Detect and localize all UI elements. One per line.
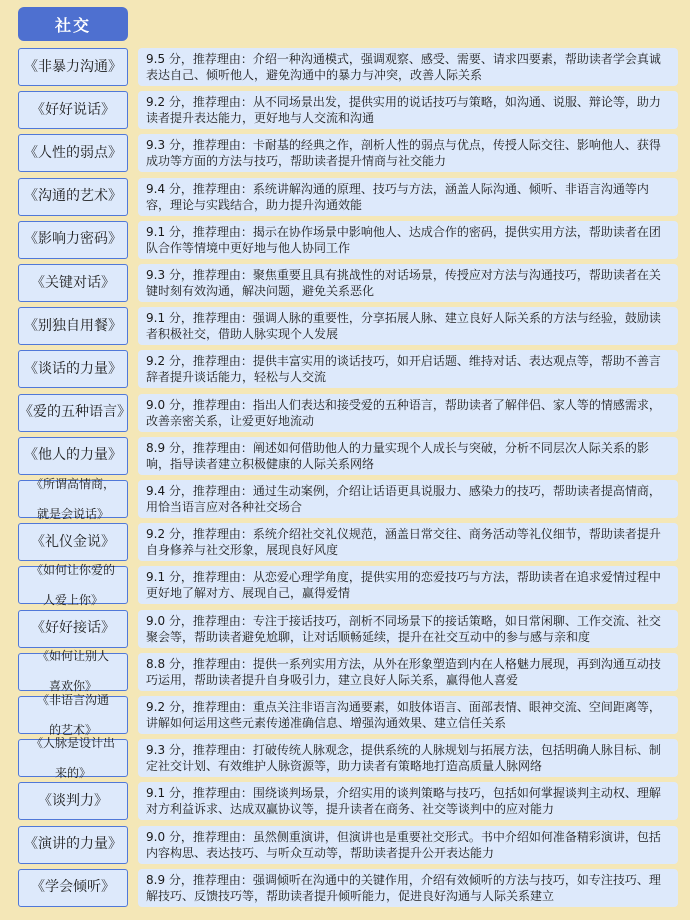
section-title: 社交 [54,15,91,35]
book-description: 9.3 分，推荐理由：聚焦重要且具有挑战性的对话场景，传授应对方法与沟通技巧，帮助读者在关键时刻有效沟通，解决问题，避免关系恶化 [138,264,678,302]
book-description: 9.4 分，推荐理由：系统讲解沟通的原理、技巧与方法，涵盖人际沟通、倾听、非语言沟通等内容，理论与实践结合，助力提升沟通效能 [138,178,678,216]
book-title: 《爱的五种语言》 [18,394,128,432]
book-title: 《演讲的力量》 [18,826,128,864]
book-title-line: 《如何让别人 [36,649,109,664]
book-title: 《谈话的力量》 [18,350,128,388]
book-title-line: 《人脉是设计出 [30,735,115,750]
book-title: 《沟通的艺术》 [18,178,128,216]
book-description: 9.1 分，推荐理由：从恋爱心理学角度，提供实用的恋爱技巧与方法，帮助读者在追求爱情过程中更好地了解对方、展现自己，赢得爱情 [138,566,678,604]
book-title: 《关键对话》 [18,264,128,302]
book-title: 《学会倾听》 [18,869,128,907]
book-description: 9.0 分，推荐理由：虽然侧重演讲，但演讲也是重要社交形式。书中介绍如何准备精彩演讲，包括内容构思、表达技巧、与听众互动等，帮助读者提升公开表达能力 [138,826,678,864]
book-title: 《好好接话》 [18,610,128,648]
book-description: 9.3 分，推荐理由：卡耐基的经典之作，剖析人性的弱点与优点，传授人际交往、影响他人、获得成功等方面的方法与技巧，帮助读者提升情商与社交能力 [138,134,678,172]
book-description: 9.2 分，推荐理由：从不同场景出发，提供实用的说话技巧与策略，如沟通、说服、辩论等，助力读者提升表达能力，更好地与人交流和沟通 [138,91,678,129]
book-description: 9.2 分，推荐理由：系统介绍社交礼仪规范，涵盖日常交往、商务活动等礼仪细节，帮助读者提升自身修养与社交形象，展现良好风度 [138,523,678,561]
book-title [18,692,128,737]
book-title-line: 《非语言沟通 [36,692,109,707]
book-title: 《谈判力》 [18,782,128,820]
book-title: 《影响力密码》 [18,221,128,259]
book-title [18,562,128,607]
book-title-line: 《所谓高情商， [30,476,115,491]
book-title [18,476,128,521]
book-title-line: 喜欢你》 [48,679,97,694]
book-description: 9.1 分，推荐理由：围绕谈判场景，介绍实用的谈判策略与技巧，包括如何掌握谈判主动权、理解对方利益诉求、达成双赢协议等，提升读者在商务、社交等谈判中的应对能力 [138,782,678,820]
book-title-line: 来的》 [54,765,91,780]
book-description: 8.8 分，推荐理由：提供一系列实用方法，从外在形象塑造到内在人格魅力展现，再到沟通互动技巧运用，帮助读者提升自身吸引力，建立良好人际关系，赢得他人喜爱 [138,653,678,691]
book-description: 9.4 分，推荐理由：通过生动案例，介绍让话语更具说服力、感染力的技巧，帮助读者提高情商，用恰当语言应对各种社交场合 [138,480,678,518]
book-title-line: 就是会说话》 [36,506,109,521]
book-description: 9.0 分，推荐理由：指出人们表达和接受爱的五种语言，帮助读者了解伴侣、家人等的情感需求，改善亲密关系，让爱更好地流动 [138,394,678,432]
book-title-line: 人爱上你》 [42,592,103,607]
section-header [18,7,128,41]
book-description: 9.0 分，推荐理由：专注于接话技巧，剖析不同场景下的接话策略，如日常闲聊、工作交流、社交聚会等，帮助读者避免尬聊，让对话顺畅延续，提升在社交互动中的参与感与亲和度 [138,610,678,648]
book-description: 9.1 分，推荐理由：揭示在协作场景中影响他人、达成合作的密码，提供实用方法，帮助读者在团队合作等情境中更好地与他人协同工作 [138,221,678,259]
book-title: 《别独自用餐》 [18,307,128,345]
book-title [18,649,128,694]
book-description: 9.2 分，推荐理由：重点关注非语言沟通要素，如肢体语言、面部表情、眼神交流、空间距离等，讲解如何运用这些元素传递准确信息、增强沟通效果、建立信任关系 [138,696,678,734]
book-description: 9.3 分，推荐理由：打破传统人脉观念，提供系统的人脉规划与拓展方法，包括明确人脉目标、制定社交计划、有效维护人脉资源等，助力读者有策略地打造高质量人脉网络 [138,739,678,777]
book-title-line: 的艺术》 [48,722,97,737]
book-title: 《他人的力量》 [18,437,128,475]
book-title: 《礼仪金说》 [18,523,128,561]
book-title: 《非暴力沟通》 [18,48,128,86]
book-description: 8.9 分，推荐理由：强调倾听在沟通中的关键作用，介绍有效倾听的方法与技巧，如专注技巧、理解技巧、反馈技巧等，帮助读者提升倾听能力，促进良好沟通与人际关系建立 [138,869,678,907]
book-description: 9.2 分，推荐理由：提供丰富实用的谈话技巧，如开启话题、维持对话、表达观点等，帮助不善言辞者提升谈话能力，轻松与人交流 [138,350,678,388]
book-title-line: 《如何让你爱的 [30,562,115,577]
book-description: 9.1 分，推荐理由：强调人脉的重要性，分享拓展人脉、建立良好人际关系的方法与经验，鼓励读者积极社交，借助人脉实现个人发展 [138,307,678,345]
book-description: 9.5 分，推荐理由：介绍一种沟通模式，强调观察、感受、需要、请求四要素，帮助读者学会真诚表达自己、倾听他人，避免沟通中的暴力与冲突，改善人际关系 [138,48,678,86]
book-title: 《人性的弱点》 [18,134,128,172]
book-title [18,735,128,780]
book-title: 《好好说话》 [18,91,128,129]
book-description: 8.9 分，推荐理由：阐述如何借助他人的力量实现个人成长与突破，分析不同层次人际关系的影响，指导读者建立积极健康的人际关系网络 [138,437,678,475]
